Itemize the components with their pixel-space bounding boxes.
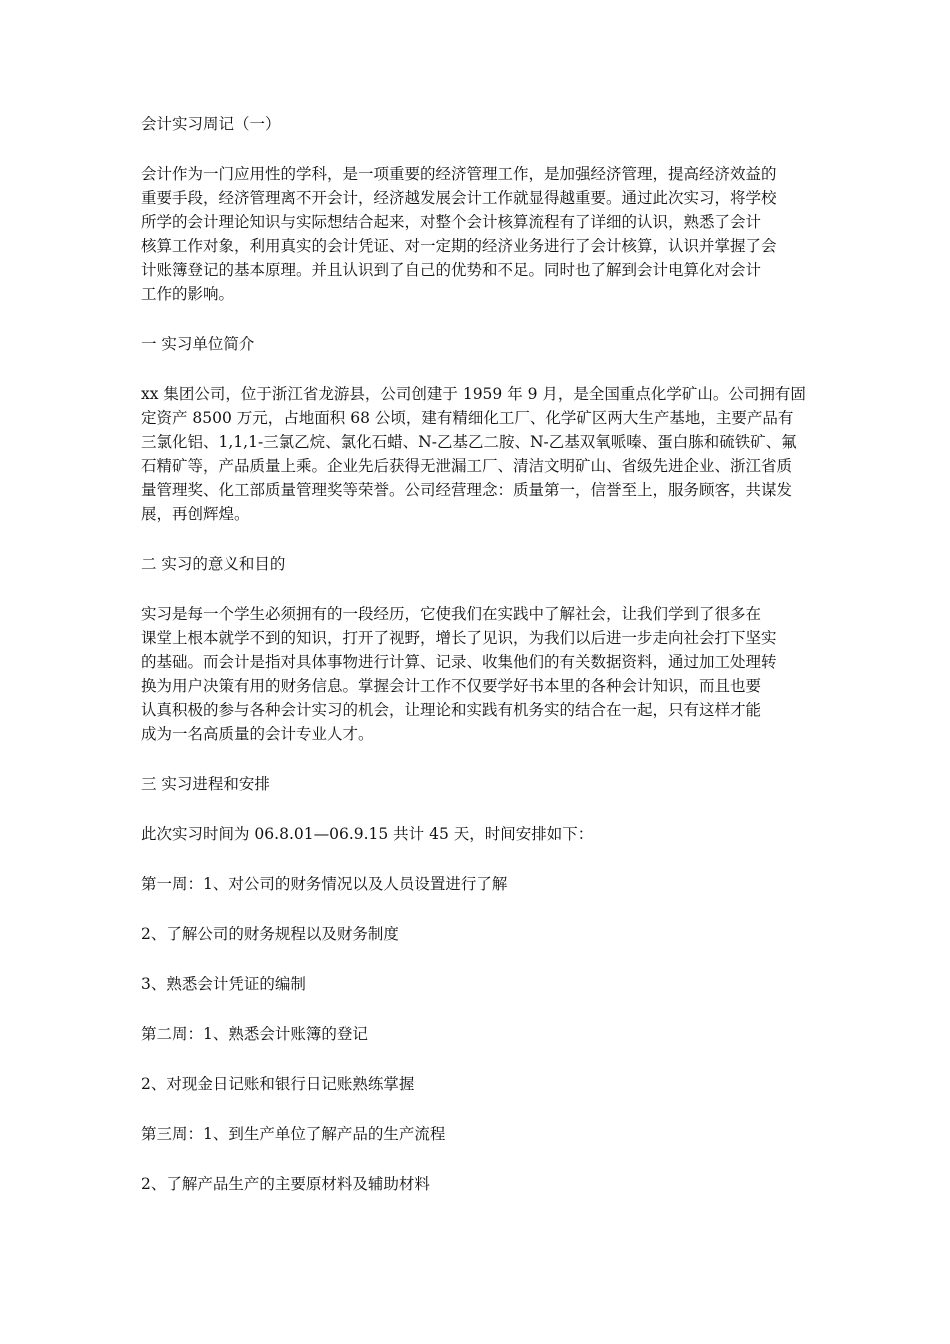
paragraph-line: 认真积极的参与各种会计实习的机会，让理论和实践有机务实的结合在一起，只有这样才能: [141, 701, 762, 719]
document-title: 会计实习周记（一）: [141, 115, 281, 133]
paragraph-line: 量管理奖、化工部质量管理奖等荣誉。公司经营理念：质量第一，信誉至上，服务顾客，共谋发: [141, 481, 793, 499]
paragraph-line: 展，再创辉煌。: [141, 505, 250, 523]
schedule-item: 2、了解产品生产的主要原材料及辅助材料: [141, 1175, 430, 1193]
schedule-item: 第三周：1、到生产单位了解产品的生产流程: [141, 1125, 446, 1143]
paragraph-line: 定资产 8500 万元，占地面积 68 公顷，建有精细化工厂、化学矿区两大生产基地，主要产品有: [141, 409, 794, 427]
company-intro-paragraph: [141, 382, 813, 526]
paragraph-line: 三氯化铝、1,1,1-三氯乙烷、氯化石蜡、N-乙基乙二胺、N-乙基双氧哌嗪、蛋白胨和硫铁矿、氟: [141, 433, 797, 451]
section-heading: 二 实习的意义和目的: [141, 555, 286, 573]
intro-paragraph: [141, 162, 813, 306]
schedule-item: 第一周：1、对公司的财务情况以及人员设置进行了解: [141, 875, 508, 893]
section-heading: 一 实习单位简介: [141, 335, 255, 353]
paragraph-line: 计账簿登记的基本原理。并且认识到了自己的优势和不足。同时也了解到会计电算化对会计: [141, 261, 762, 279]
paragraph-line: 成为一名高质量的会计专业人才。: [141, 725, 374, 743]
paragraph-line: 重要手段，经济管理离不开会计，经济越发展会计工作就显得越重要。通过此次实习，将学校: [141, 189, 777, 207]
purpose-paragraph: [141, 602, 813, 746]
paragraph-line: xx 集团公司，位于浙江省龙游县，公司创建于 1959 年 9 月，是全国重点化学矿山。公司拥有固: [141, 385, 806, 403]
paragraph-line: 换为用户决策有用的财务信息。掌握会计工作不仅要学好书本里的各种会计知识，而且也要: [141, 677, 762, 695]
document-page: [141, 112, 813, 1196]
schedule-item: 2、了解公司的财务规程以及财务制度: [141, 925, 399, 943]
paragraph-line: 石精矿等，产品质量上乘。企业先后获得无泄漏工厂、清洁文明矿山、省级先进企业、浙江省质: [141, 457, 793, 475]
schedule-item: 3、熟悉会计凭证的编制: [141, 975, 306, 993]
paragraph-line: 课堂上根本就学不到的知识，打开了视野，增长了见识，为我们以后进一步走向社会打下坚实: [141, 629, 777, 647]
schedule-intro: 此次实习时间为 06.8.01—06.9.15 共计 45 天，时间安排如下：: [141, 825, 594, 843]
paragraph-line: 的基础。而会计是指对具体事物进行计算、记录、收集他们的有关数据资料，通过加工处理转: [141, 653, 777, 671]
paragraph-line: 核算工作对象，利用真实的会计凭证、对一定期的经济业务进行了会计核算，认识并掌握了会: [141, 237, 777, 255]
paragraph-line: 实习是每一个学生必须拥有的一段经历，它使我们在实践中了解社会，让我们学到了很多在: [141, 605, 762, 623]
paragraph-line: 所学的会计理论知识与实际想结合起来，对整个会计核算流程有了详细的认识，熟悉了会计: [141, 213, 762, 231]
paragraph-line: 工作的影响。: [141, 285, 235, 303]
schedule-item: 第二周：1、熟悉会计账簿的登记: [141, 1025, 368, 1043]
section-heading: 三 实习进程和安排: [141, 775, 270, 793]
schedule-item: 2、对现金日记账和银行日记账熟练掌握: [141, 1075, 415, 1093]
paragraph-line: 会计作为一门应用性的学科，是一项重要的经济管理工作，是加强经济管理，提高经济效益的: [141, 165, 777, 183]
